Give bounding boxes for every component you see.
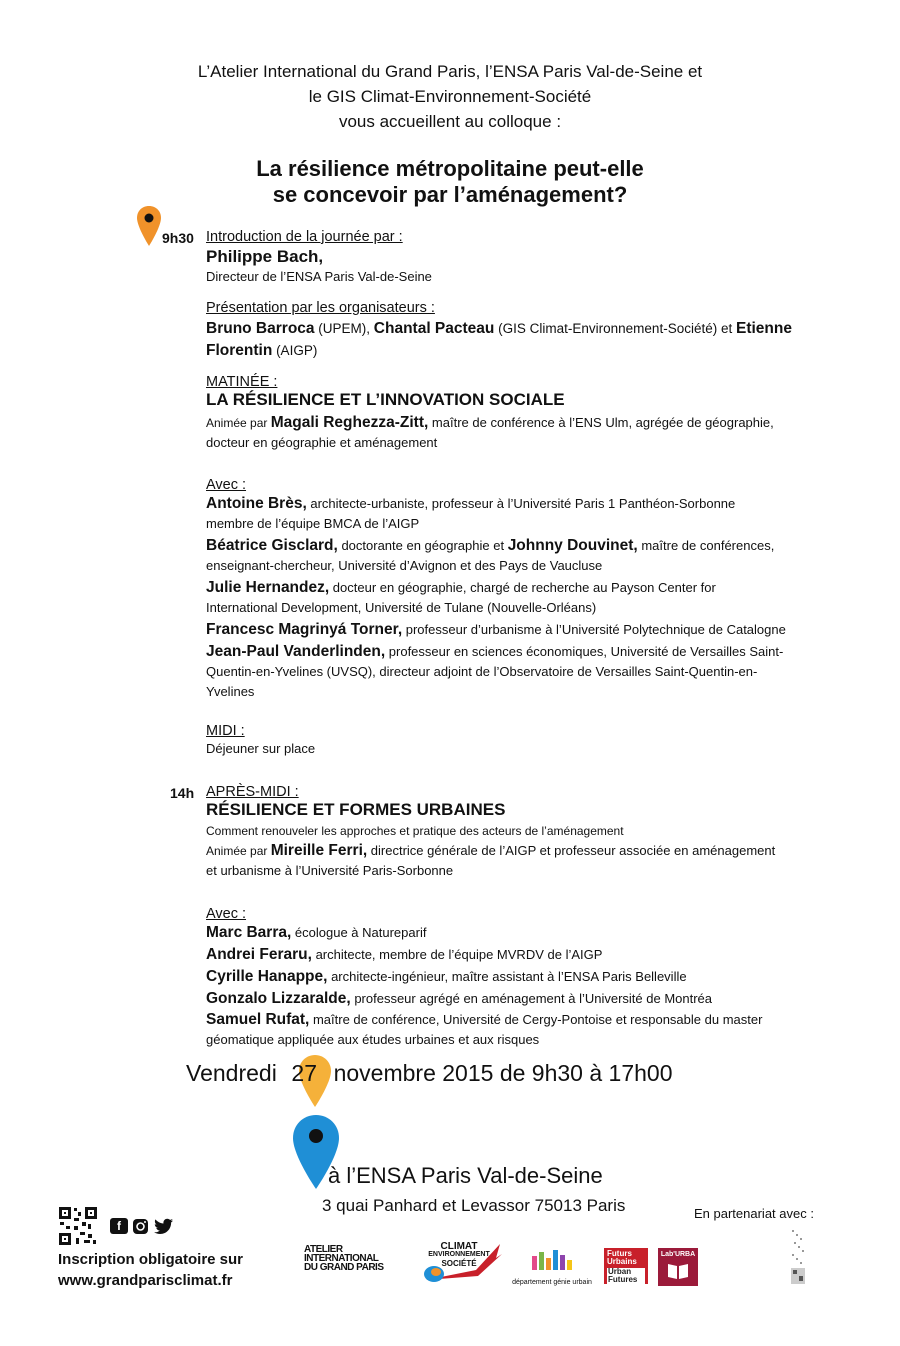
- moderator-role: directrice générale de l’AIGP et professeur associée en aménagement: [367, 843, 776, 858]
- futurs-logo-text: Futurs: [607, 1249, 632, 1258]
- title-line: se concevoir par l’aménagement?: [272, 182, 628, 207]
- title-line: La résilience métropolitaine peut-elle: [256, 156, 644, 181]
- speaker-desc: professeur d’urbanisme à l’Université Polytechnique de Catalogne: [402, 622, 786, 637]
- afternoon-speakers: [206, 906, 846, 1050]
- morning-speakers: [206, 477, 846, 702]
- session-subtitle: Comment renouveler les approches et pratique des acteurs de l’aménagement: [206, 824, 624, 838]
- organizer-name: Florentin: [206, 342, 273, 359]
- moderator-name: Magali Reghezza-Zitt,: [270, 414, 429, 431]
- morning-session: [206, 374, 846, 453]
- session-title: LA RÉSILIENCE ET L’INNOVATION SOCIALE: [206, 390, 565, 409]
- speaker: [206, 922, 846, 944]
- time-morning: 9h30: [162, 230, 194, 246]
- speaker: [206, 966, 846, 988]
- animated-by: Animée par: [206, 844, 271, 858]
- intro-label: Introduction de la journée par :: [206, 229, 403, 245]
- date-day: 27: [291, 1060, 317, 1086]
- speaker-desc: docteur en géographie, chargé de recherche au Payson Center for: [329, 580, 716, 595]
- organizer-aff: (AIGP): [272, 343, 318, 358]
- dgu-logo-text: département génie urbain: [512, 1279, 592, 1286]
- futurs-urbains-logo: [604, 1248, 648, 1284]
- speaker-name: Cyrille Hanappe,: [206, 968, 328, 985]
- book-icon: [667, 1262, 689, 1280]
- laburba-logo-text: Lab'URBA: [660, 1251, 696, 1258]
- date-prefix: Vendredi: [186, 1060, 277, 1086]
- organizer-name: Chantal Pacteau: [373, 320, 495, 337]
- climat-logo: [416, 1242, 502, 1288]
- instagram-icon[interactable]: [132, 1218, 149, 1235]
- time-afternoon: 14h: [170, 785, 195, 801]
- session-title: RÉSILIENCE ET FORMES URBAINES: [206, 800, 506, 819]
- session-label: APRÈS-MIDI :: [206, 784, 299, 800]
- dgu-logo: [510, 1250, 594, 1288]
- speaker-name: Marc Barra,: [206, 924, 292, 941]
- speaker-desc: maître de conférence, Université de Cergy-Pontoise et responsable du master: [309, 1012, 763, 1027]
- speaker-name: Gonzalo Lizzaralde,: [206, 990, 351, 1007]
- speaker: [206, 578, 846, 618]
- twitter-icon[interactable]: [154, 1218, 174, 1235]
- aigp-logo: ATELIER INTERNATIONAL DU GRAND PARIS: [304, 1244, 384, 1273]
- speaker-desc: Quentin-en-Yvelines (UVSQ), directeur adjoint de l’Observatoire de Versailles Saint-Quentin-en-: [206, 664, 758, 679]
- speaker: [206, 642, 846, 702]
- speaker-name: Johnny Douvinet,: [507, 537, 638, 554]
- date-suffix: novembre 2015 de 9h30 à 17h00: [333, 1060, 673, 1086]
- with-label: Avec :: [206, 477, 247, 493]
- speaker-name: Antoine Brès,: [206, 495, 307, 512]
- futurs-logo-text: Urban: [607, 1268, 645, 1276]
- climat-logo-text: CLIMAT: [440, 1241, 478, 1252]
- speaker-name: Julie Hernandez,: [206, 579, 330, 596]
- intro-role: Directeur de l’ENSA Paris Val-de-Seine: [206, 269, 432, 284]
- speaker: [206, 988, 846, 1010]
- intro-text: [0, 59, 900, 134]
- orange-map-pin-icon: [136, 205, 162, 247]
- registration-text: Inscription obligatoire sur: [58, 1251, 244, 1268]
- registration-link[interactable]: www.grandparisclimat.fr: [58, 1272, 233, 1289]
- address: 3 quai Panhard et Levassor 75013 Paris: [322, 1196, 626, 1215]
- speaker: [206, 620, 846, 640]
- midi-label: MIDI :: [206, 723, 245, 739]
- intro-line: L’Atelier International du Grand Paris, l’ENSA Paris Val-de-Seine et: [197, 62, 703, 81]
- speaker-desc: architecte, membre de l’équipe MVRDV de l’AIGP: [311, 947, 603, 962]
- organizer-name: Etienne: [735, 320, 792, 337]
- session-label: MATINÉE :: [206, 374, 278, 390]
- speaker-desc: écologue à Natureparif: [291, 925, 427, 940]
- speaker: [206, 536, 846, 576]
- futurs-logo-text: Futures: [607, 1276, 645, 1284]
- speaker-desc: membre de l’équipe BMCA de l’AIGP: [206, 516, 420, 531]
- speaker: [206, 944, 846, 966]
- moderator: [206, 841, 846, 881]
- intro-line: le GIS Climat-Environnement-Société: [308, 87, 592, 106]
- speaker-name: Samuel Rufat,: [206, 1011, 310, 1028]
- speaker-desc: International Development, Université de Tulane (Nouvelle-Orléans): [206, 600, 597, 615]
- speaker-name: Jean-Paul Vanderlinden,: [206, 643, 386, 660]
- futurs-logo-text: Urbains: [607, 1257, 637, 1266]
- qr-code-icon[interactable]: [58, 1206, 98, 1246]
- intro-name: Philippe Bach,: [206, 247, 324, 266]
- speaker-desc: architecte-urbaniste, professeur à l’Université Paris 1 Panthéon-Sorbonne: [306, 496, 736, 511]
- speaker-name: Andrei Feraru,: [206, 946, 312, 963]
- animated-by: Animée par: [206, 416, 271, 430]
- speaker-name: Béatrice Gisclard,: [206, 537, 338, 554]
- laburba-logo: [658, 1248, 698, 1286]
- speaker: [206, 494, 846, 534]
- partner-label: En partenariat avec :: [694, 1206, 814, 1221]
- moderator-role: docteur en géographie et aménagement: [206, 435, 438, 450]
- speaker-desc: enseignant-chercheur, Université d’Avignon et des Pays de Vaucluse: [206, 558, 603, 573]
- moderator: [206, 413, 846, 453]
- presentation-block: [206, 300, 846, 362]
- presentation-label: Présentation par les organisateurs :: [206, 300, 435, 316]
- moderator-name: Mireille Ferri,: [270, 842, 368, 859]
- organizer-name: Bruno Barroca: [206, 320, 315, 337]
- speaker-name: Francesc Magrinyá Torner,: [206, 621, 403, 638]
- morning-intro: [206, 229, 846, 287]
- midi-block: [206, 723, 846, 759]
- intro-line: vous accueillent au colloque :: [338, 112, 562, 131]
- organizers: [206, 318, 846, 362]
- climat-logo-text: ENVIRONNEMENT: [428, 1251, 490, 1258]
- speaker-desc: architecte-ingénieur, maître assistant à l’ENSA Paris Belleville: [327, 969, 687, 984]
- midi-text: Déjeuner sur place: [206, 741, 316, 756]
- climat-logo-text: SOCIÉTÉ: [441, 1259, 477, 1268]
- speaker-desc: Yvelines: [206, 684, 255, 699]
- speaker-desc: géomatique appliquée aux études urbaines et aux risques: [206, 1032, 540, 1047]
- speaker-desc: doctorante en géographie et: [337, 538, 508, 553]
- dgu-logo-graphic: [532, 1250, 572, 1270]
- speaker: [206, 1010, 846, 1050]
- organizer-aff: (UPEM),: [314, 321, 374, 336]
- event-date: [186, 1060, 672, 1087]
- speaker-desc: professeur en sciences économiques, Université de Versailles Saint-: [385, 644, 784, 659]
- afternoon-session: [206, 784, 846, 881]
- venue: à l’ENSA Paris Val-de-Seine: [328, 1163, 603, 1188]
- speaker-desc: professeur agrégé en aménagement à l’Université de Montréa: [350, 991, 713, 1006]
- moderator-role: maître de conférence à l’ENS Ulm, agrégée de géographie,: [428, 415, 774, 430]
- registration: [58, 1249, 243, 1291]
- facebook-icon[interactable]: f: [110, 1218, 128, 1234]
- university-logo-icon: [790, 1228, 806, 1286]
- page-title: [0, 156, 900, 208]
- organizer-aff: (GIS Climat-Environnement-Société) et: [494, 321, 736, 336]
- speaker-desc: maître de conférences,: [637, 538, 775, 553]
- moderator-role: et urbanisme à l’Université Paris-Sorbonne: [206, 863, 454, 878]
- with-label: Avec :: [206, 906, 247, 922]
